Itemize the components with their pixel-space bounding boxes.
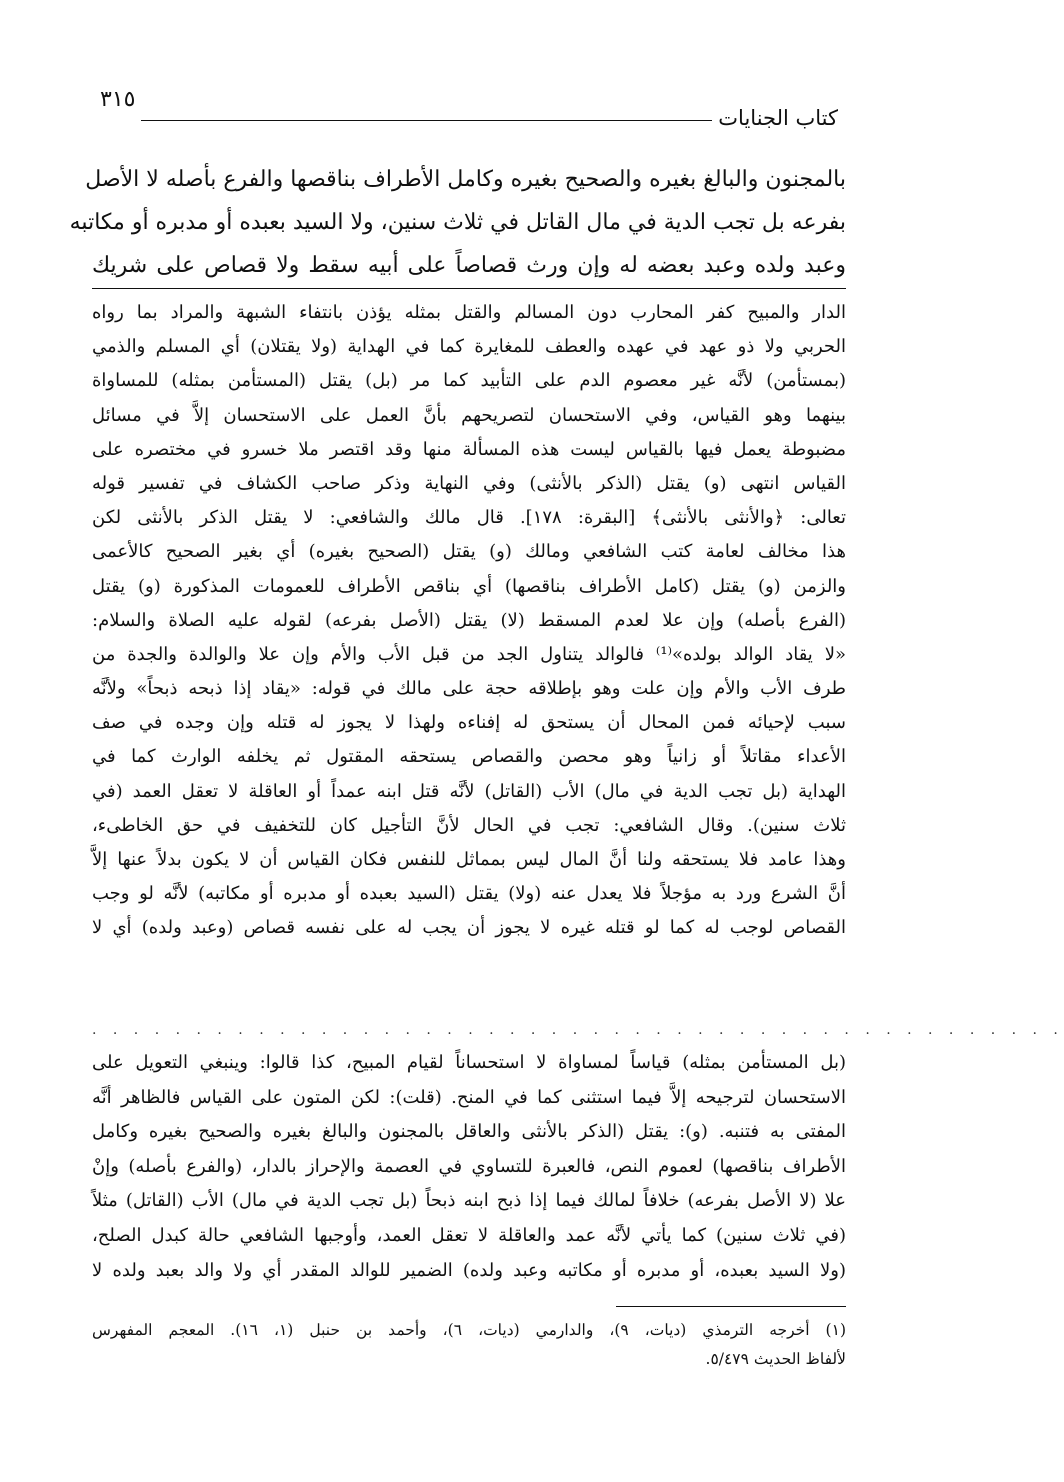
commentary-line: الحربي ولا ذو عهد في عهده والعطف للمغايرة كما في الهداية (ولا يقتلان) أي المسلم والذمي — [92, 336, 846, 358]
header-rule — [141, 120, 712, 121]
gloss-line: (بل المستأمن بمثله) قياساً لمساواة لا استحساناً لقيام المبيح، كذا قالوا: وينبغي التعويل على — [92, 1052, 846, 1073]
commentary-text — [92, 296, 846, 946]
footnote-line: لألفاظ الحديث ٥/٤٧٩. — [705, 1350, 846, 1368]
commentary-line: الأعداء مقاتلاً أو زانياً وهو محصن والقصاص يستحقه المقتول ثم يخلفه الوارث كما في — [92, 746, 846, 768]
main-text-line: وعبد ولده وعبد بعضه له وإن ورث قصاصاً على أبيه سقط ولا قصاص على شريك — [92, 253, 846, 278]
main-text-line: بفرعه بل تجب الدية في مال القاتل في ثلاث سنين، ولا السيد بعبده أو مدبره أو مكاتبه — [69, 210, 846, 235]
gloss-line: علا (لا الأصل بفرعه) خلافاً لمالك فيما إذا ذبح ابنه ذبحاً (بل تجب الدية في مال) الأب (القاتل) مثلاً — [92, 1190, 846, 1212]
gloss-line: الاستحسان لترجيحه إلاَّ فيما استثنى كما في المنح. (قلت): لكن المتون على القياس فالظاهر أنَّه — [92, 1086, 846, 1108]
commentary-line: وهذا عامد فلا يستحقه ولنا أنَّ المال ليس بمماثل للنفس فكان القياس أن لا يكون بدلاً عنها إلاَّ — [92, 849, 846, 870]
commentary-line: طرف الأب والأم وإن علت وهو بإطلاقه حجة على مالك في قوله: «يقاد إذا ذبحه ذبحاً» ولأنَّه — [92, 678, 846, 700]
commentary-line: القصاص لوجب له كما لو قتله غيره لا يجوز أن يجب له على نفسه قصاص (وعبد ولده) أي لا — [92, 917, 846, 939]
commentary-line: هذا مخالف لعامة كتب الشافعي ومالك (و) يقتل (الصحيح بغيره) أي بغير الصحيح كالأعمى — [92, 541, 846, 563]
main-text-divider — [92, 288, 846, 289]
commentary-line: سبب لإحيائه فمن المحال أن يستحق له إفناءه ولهذا لا يجوز له قتله وإن وجده في صف — [92, 712, 846, 734]
chapter-title: كتاب الجنايات — [718, 106, 838, 130]
gloss-line: المفتى به فتنبه. (و): يقتل (الذكر بالأنثى والعاقل بالمجنون والبالغ بغيره والصحيح بغيره وكامل — [92, 1121, 846, 1143]
dotted-separator: . . . . . . . . . . . . . . . . . . . . . . . . . . . . . . . . . . . . . . . . . . . . . . . — [92, 1022, 1064, 1038]
gloss-line: الأطراف بناقصها) لعموم النص، فالعبرة للتساوي في العصمة والإحراز بالدار، (والفرع بأصله) وإنْ — [92, 1155, 846, 1177]
main-text-line: بالمجنون والبالغ بغيره والصحيح بغيره وكامل الأطراف بناقصها والفرع بأصله لا الأصل — [85, 167, 846, 192]
marginal-gloss — [92, 1046, 846, 1288]
gloss-line: (في ثلاث سنين) كما يأتي لأنَّه عمد والعاقلة لا تعقل العمد، وأوجبها الشافعي حالة كبدل الصلح، — [92, 1224, 846, 1246]
page-header — [100, 86, 838, 130]
footnote-line: (١) أخرجه الترمذي (ديات، ٩)، والدارمي (ديات، ٦)، وأحمد بن حنبل (١، ١٦). المعجم المفهرس — [92, 1321, 846, 1339]
gloss-line: (ولا السيد بعبده، أو مدبره أو مكاتبه وعبد ولده) الضمير للوالد المقدر أي ولا والد بعبد ولده لا — [92, 1259, 846, 1281]
commentary-line: ثلاث سنين). وقال الشافعي: تجب في الحال لأنَّ التأجيل كان للتخفيف في حق الخاطىء، — [92, 814, 846, 836]
commentary-line: (بمستأمن) لأنَّه غير معصوم الدم على التأبيد كما مر (بل) يقتل (المستأمن بمثله) للمساواة — [92, 370, 846, 392]
main-text — [69, 158, 846, 287]
commentary-line: «لا يقاد الوالد بولده»⁽¹⁾ فالوالد يتناول الجد من قبل الأب والأم وإن علا والوالدة والجدة من — [92, 643, 846, 665]
commentary-line: مضبوطة يعمل فيها بالقياس ليست هذه المسألة منها وقد اقتصر ملا خسرو في مختصره على — [92, 438, 846, 460]
commentary-line: الدار والمبيح كفر المحارب دون المسالم والقتل بمثله يؤذن بانتفاء الشبهة والمراد بما رواه — [92, 302, 846, 323]
commentary-line: (الفرع بأصله) وإن علا لعدم المسقط (لا) يقتل (الأصل بفرعه) لقوله عليه الصلاة والسلام: — [92, 609, 846, 631]
commentary-line: بينهما وهو القياس، وفي الاستحسان لتصريحهم بأنَّ العمل على الاستحسان إلاَّ في مسائل — [92, 404, 846, 426]
commentary-line: القياس انتهى (و) يقتل (الذكر بالأنثى) وفي النهاية وذكر صاحب الكشاف في تفسير قوله — [92, 472, 846, 494]
commentary-line: والزمن (و) يقتل (كامل الأطراف بناقصها) أي بناقص الأطراف للعمومات المذكورة (و) يقتل — [92, 575, 846, 597]
commentary-line: تعالى: ﴿والأنثى بالأنثى﴾ [البقرة: ١٧٨]. قال مالك والشافعي: لا يقتل الذكر بالأنثى لكن — [92, 507, 847, 529]
commentary-line: أنَّ الشرع ورد به مؤجلاً فلا يعدل عنه (ولا) يقتل (السيد بعبده أو مدبره أو مكاتبه) لأنَّه لو وجب — [92, 883, 846, 905]
commentary-line: الهداية (بل تجب الدية في مال) الأب (القاتل) لأنَّه قتل ابنه عمداً أو العاقلة لا تعقل العمد (في — [92, 780, 846, 802]
footnote-rule — [616, 1306, 846, 1307]
page-number: ٣١٥ — [100, 87, 136, 112]
footnote — [92, 1316, 846, 1374]
